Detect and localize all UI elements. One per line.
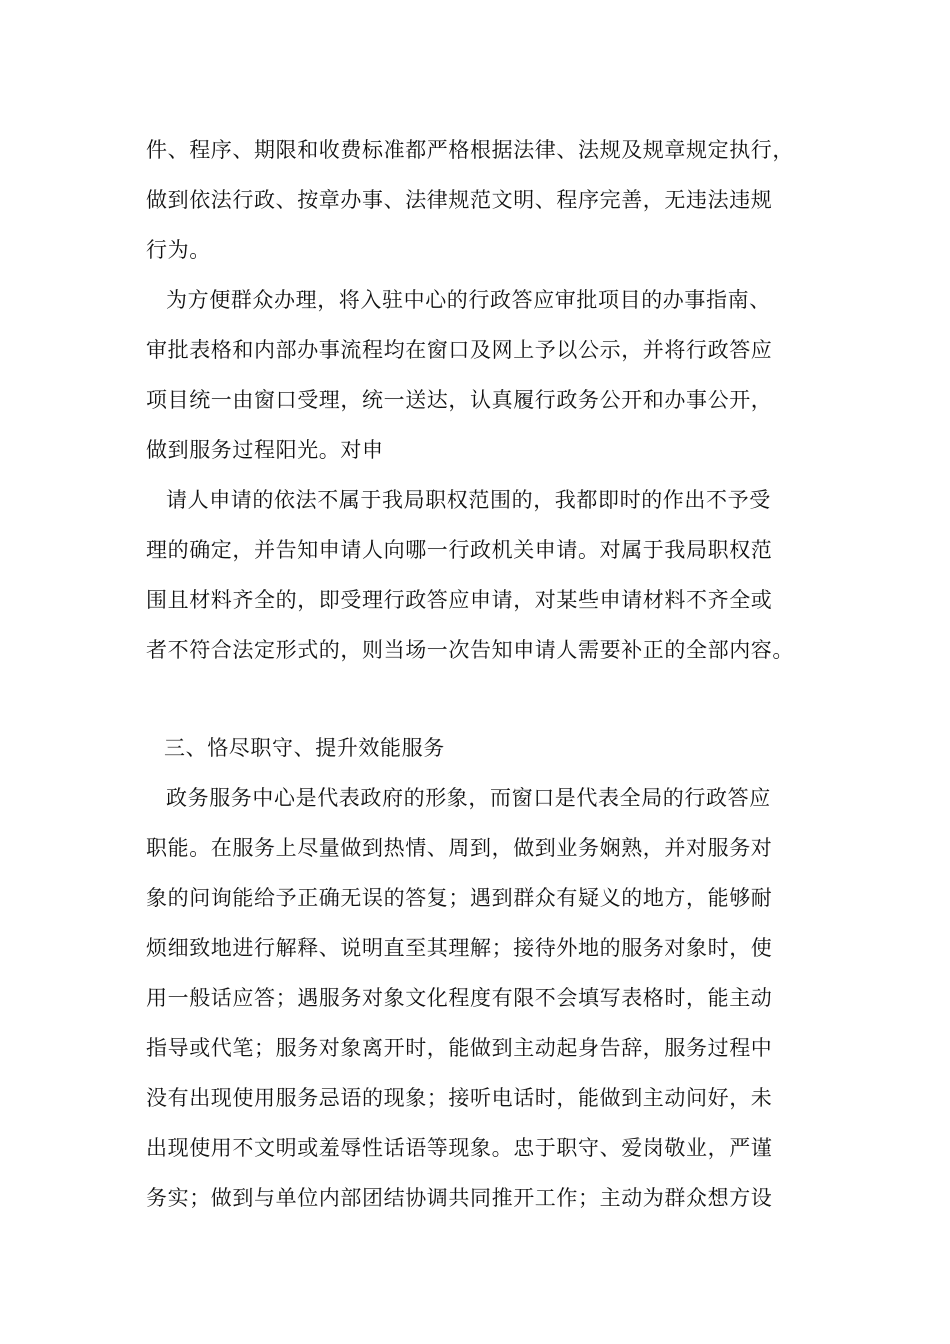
text-line: 做到依法行政、按章办事、法律规范文明、程序完善，无违法违规 [146,188,773,212]
paragraph-start-line: 为方便群众办理，将入驻中心的行政答应审批项目的办事指南、 [166,288,771,312]
text-line: 出现使用不文明或羞辱性话语等现象。忠于职守、爱岗敬业，严谨 [146,1136,773,1160]
text-line: 项目统一由窗口受理，统一送达，认真履行政务公开和办事公开， [146,388,773,412]
paragraph-start-line: 请人申请的依法不属于我局职权范围的，我都即时的作出不予受 [166,488,771,512]
text-line: 职能。在服务上尽量做到热情、周到，做到业务娴熟，并对服务对 [146,836,773,860]
text-line: 行为。 [146,238,211,262]
text-line: 指导或代笔；服务对象离开时，能做到主动起身告辞，服务过程中 [146,1036,773,1060]
text-line: 做到服务过程阳光。对申 [146,438,384,462]
text-line: 用一般话应答；遇服务对象文化程度有限不会填写表格时，能主动 [146,986,773,1010]
text-line: 烦细致地进行解释、说明直至其理解；接待外地的服务对象时，使 [146,936,773,960]
text-line: 象的问询能给予正确无误的答复；遇到群众有疑义的地方，能够耐 [146,886,773,910]
text-line: 件、程序、期限和收费标准都严格根据法律、法规及规章规定执行， [146,138,794,162]
text-line: 务实；做到与单位内部团结协调共同推开工作；主动为群众想方设 [146,1186,773,1210]
text-line: 者不符合法定形式的，则当场一次告知申请人需要补正的全部内容。 [146,638,794,662]
text-line: 理的确定，并告知申请人向哪一行政机关申请。对属于我局职权范 [146,538,773,562]
section-heading: 三、恪尽职守、提升效能服务 [164,736,445,760]
text-line: 围且材料齐全的，即受理行政答应申请，对某些申请材料不齐全或 [146,588,773,612]
text-line: 没有出现使用服务忌语的现象；接听电话时，能做到主动问好，未 [146,1086,773,1110]
text-line: 审批表格和内部办事流程均在窗口及网上予以公示，并将行政答应 [146,338,773,362]
paragraph-start-line: 政务服务中心是代表政府的形象，而窗口是代表全局的行政答应 [166,786,771,810]
